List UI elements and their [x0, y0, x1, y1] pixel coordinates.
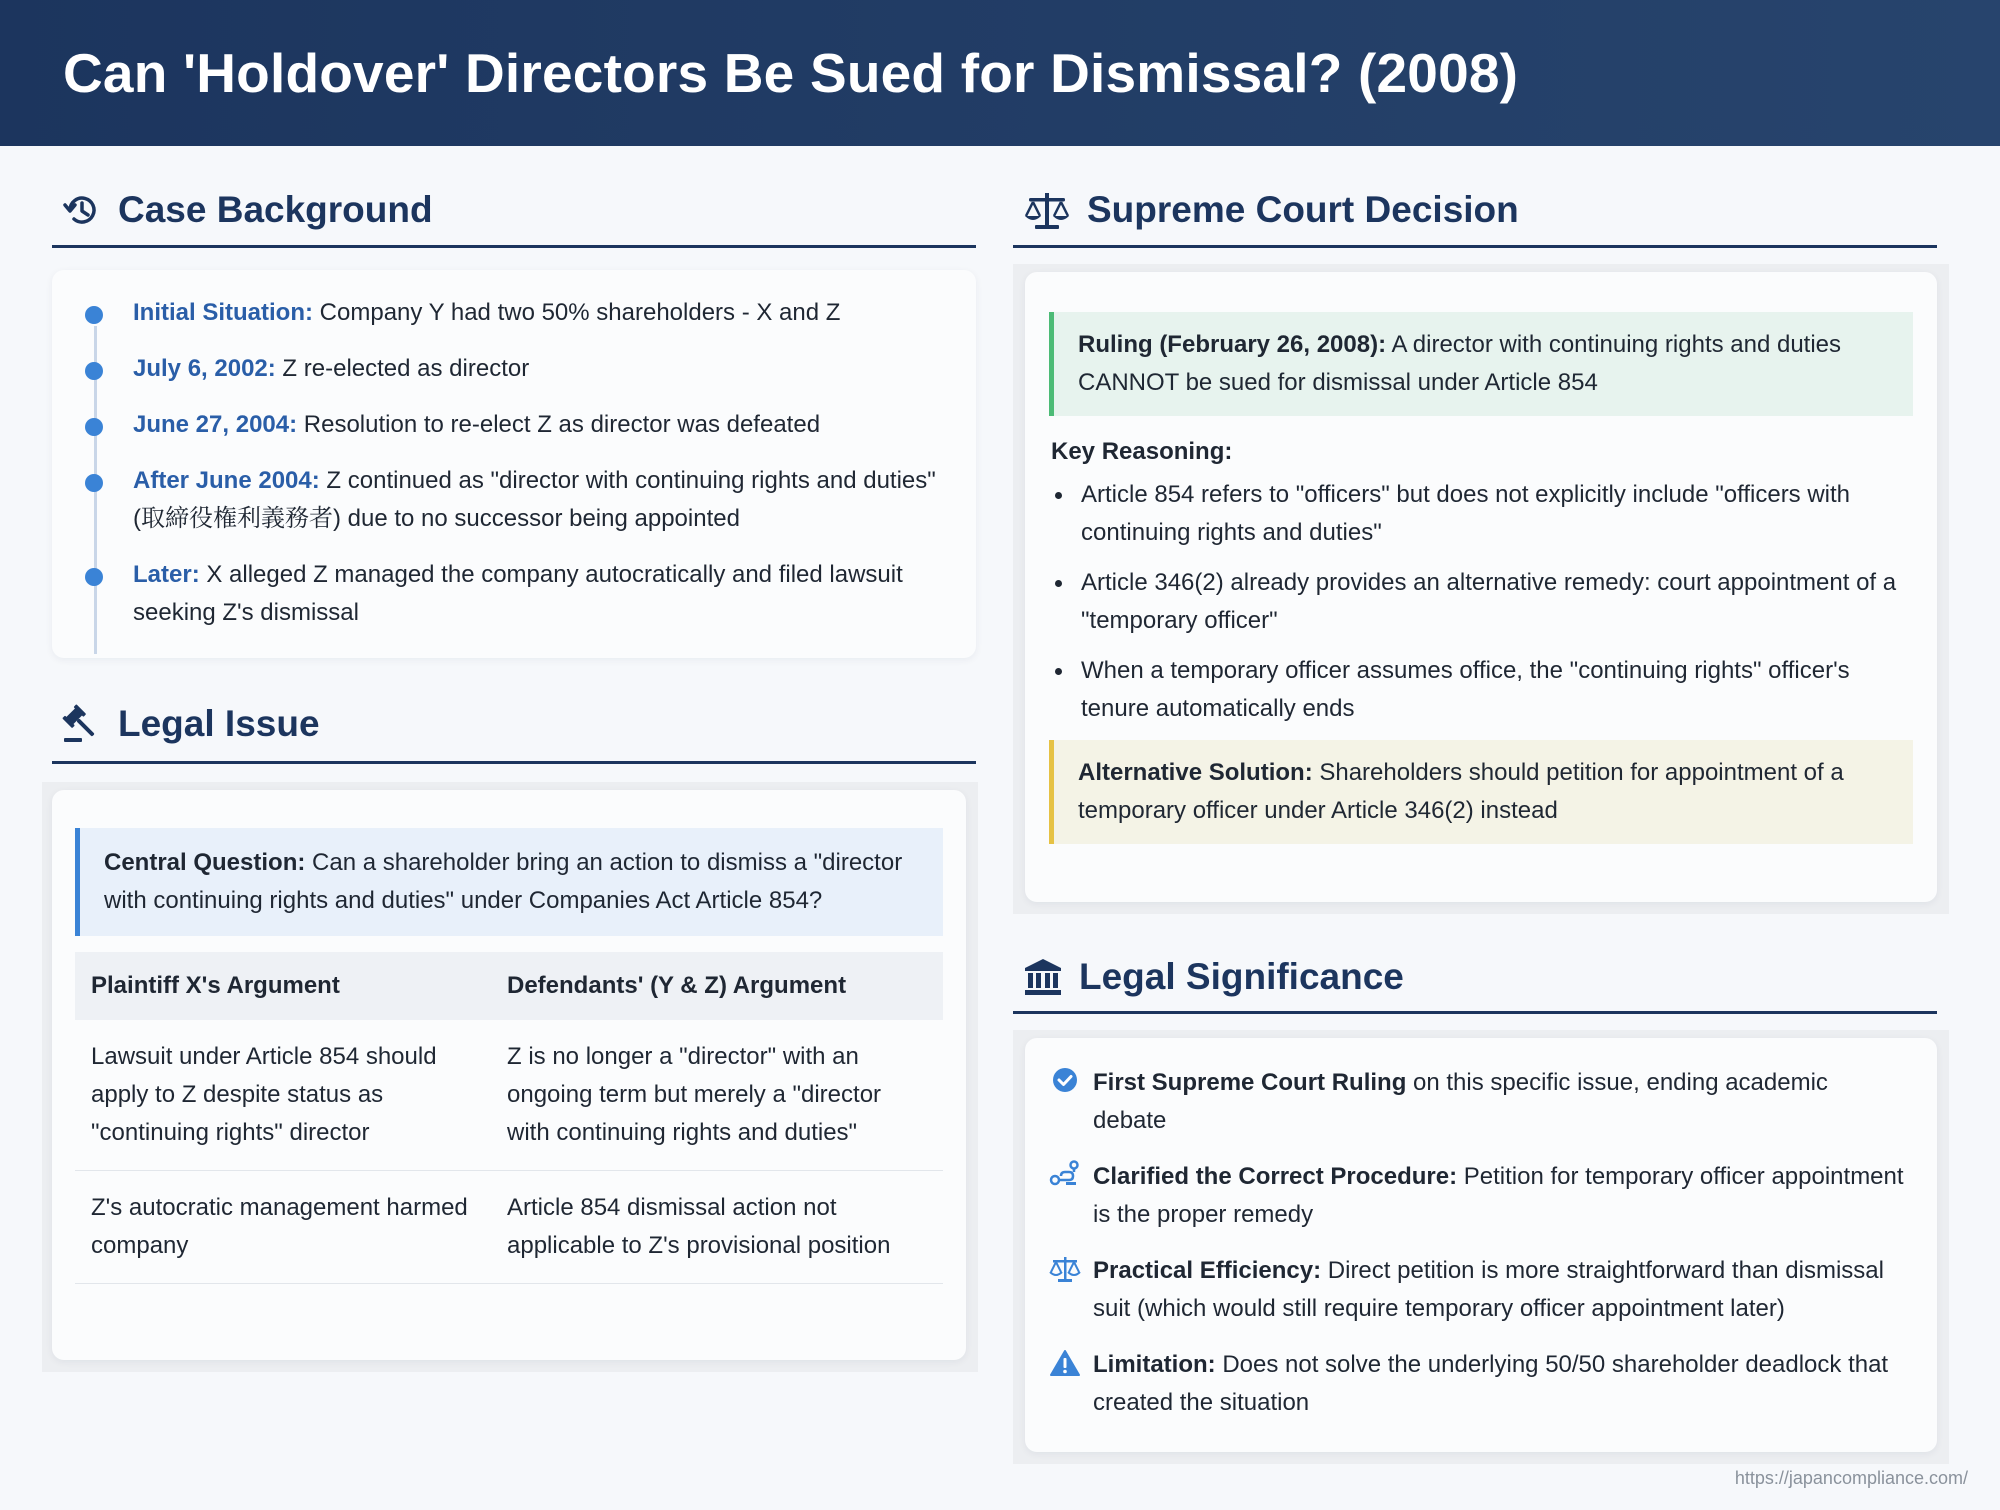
page-header — [0, 0, 2000, 146]
central-question-text: Can a shareholder bring an action to dismiss a "director with continuing rights and duties" under Companies Act Article 854? — [104, 849, 903, 914]
significance-body: on this specific issue, ending academic debate — [1093, 1069, 1828, 1134]
timeline-date: Later: — [133, 561, 200, 588]
timeline-text: Resolution to re-elect Z as director was defeated — [297, 411, 821, 438]
significance-body: Does not solve the underlying 50/50 shareholder deadlock that created the situation — [1093, 1351, 1889, 1416]
timeline-dot — [85, 568, 103, 586]
timeline-date: After June 2004: — [133, 467, 320, 494]
plaintiff-column-header: Plaintiff X's Argument — [75, 952, 491, 1020]
gavel-icon — [62, 704, 102, 744]
significance-card — [1025, 1038, 1937, 1452]
timeline-date: June 27, 2004: — [133, 411, 298, 438]
timeline-date: Initial Situation: — [133, 299, 313, 326]
table-cell: Z's autocratic management harmed company — [75, 1171, 491, 1284]
timeline-card — [52, 270, 976, 658]
decision-title: Supreme Court Decision — [1087, 188, 1519, 230]
legal-issue-title: Legal Issue — [118, 702, 320, 744]
case-background-title: Case Background — [118, 188, 433, 230]
timeline-dot — [85, 362, 103, 380]
table-header-row — [75, 952, 943, 1020]
key-reasoning-title: Key Reasoning: — [1051, 438, 1233, 465]
significance-title: Legal Significance — [1079, 955, 1404, 997]
legal-issue-card — [52, 790, 966, 1360]
timeline-dot — [85, 474, 103, 492]
page-title: Can 'Holdover' Directors Be Sued for Dismissal? (2008) — [63, 42, 1519, 104]
list-item: Article 346(2) already provides an alternative remedy: court appointment of a "temporary officer" — [1049, 564, 1913, 640]
central-question-box — [75, 828, 943, 936]
significance-panel — [1013, 1030, 1949, 1464]
legal-issue-panel — [42, 782, 978, 1372]
timeline-item — [76, 462, 946, 538]
ruling-label: Ruling (February 26, 2008): — [1078, 331, 1387, 358]
list-item: Article 854 refers to "officers" but does not explicitly include "officers with continuing rights and duties" — [1049, 476, 1913, 552]
check-circle-icon — [1049, 1066, 1081, 1098]
source-url: https://japancompliance.com/ — [1734, 1468, 1968, 1488]
timeline-text: X alleged Z managed the company autocratically and filed lawsuit seeking Z's dismissal — [133, 561, 903, 626]
right-column — [1013, 146, 1949, 1464]
table-cell: Lawsuit under Article 854 should apply to Z despite status as "continuing rights" director — [75, 1020, 491, 1171]
significance-text — [1093, 1158, 1907, 1234]
timeline-item — [76, 556, 946, 632]
alternative-solution-text: Shareholders should petition for appointment of a temporary officer under Article 346(2) instead — [1078, 759, 1844, 824]
decision-card — [1025, 272, 1937, 902]
scales-small-icon — [1049, 1254, 1081, 1286]
central-question-label: Central Question: — [104, 849, 306, 876]
decision-header — [1013, 146, 1937, 248]
decision-panel — [1013, 264, 1949, 914]
timeline-date: July 6, 2002: — [133, 355, 276, 382]
timeline-text: Company Y had two 50% shareholders - X and Z — [313, 299, 841, 326]
ruling-text: A director with continuing rights and duties CANNOT be sued for dismissal under Article 854 — [1078, 331, 1842, 396]
timeline-dot — [85, 306, 103, 324]
timeline-text: Z re-elected as director — [275, 355, 530, 382]
alternative-solution-label: Alternative Solution: — [1078, 759, 1313, 786]
significance-label: Practical Efficiency: — [1093, 1257, 1322, 1284]
ruling-box — [1049, 312, 1913, 416]
warning-icon — [1049, 1348, 1081, 1380]
significance-item — [1049, 1064, 1907, 1140]
alternative-solution-box — [1049, 740, 1913, 844]
significance-text — [1093, 1064, 1907, 1140]
significance-text — [1093, 1252, 1907, 1328]
significance-body: Direct petition is more straightforward than dismissal suit (which would still require temporary officer appointment later) — [1093, 1257, 1884, 1322]
significance-label: Limitation: — [1093, 1351, 1216, 1378]
arguments-table — [75, 952, 943, 1284]
table-cell: Article 854 dismissal action not applicable to Z's provisional position — [491, 1171, 943, 1284]
legal-issue-header — [52, 658, 976, 764]
timeline-text: Z continued as "director with continuing rights and duties" (取締役権利義務者) due to no successor being appointed — [133, 467, 936, 532]
defendants-column-header: Defendants' (Y & Z) Argument — [491, 952, 943, 1020]
table-cell: Z is no longer a "director" with an ongoing term but merely a "director with continuing rights and duties" — [491, 1020, 943, 1171]
timeline-dot — [85, 418, 103, 436]
significance-label: First Supreme Court Ruling — [1093, 1069, 1407, 1096]
table-row — [75, 1171, 943, 1284]
significance-item — [1049, 1346, 1907, 1422]
timeline-item — [76, 406, 946, 444]
route-icon — [1049, 1160, 1081, 1192]
scales-icon — [1023, 190, 1071, 230]
significance-header — [1013, 914, 1937, 1014]
significance-item — [1049, 1252, 1907, 1328]
case-background-header — [52, 146, 976, 248]
table-row — [75, 1020, 943, 1171]
left-column — [52, 146, 988, 1372]
significance-text — [1093, 1346, 1907, 1422]
landmark-icon — [1023, 957, 1063, 997]
reasoning-list — [1049, 476, 1913, 728]
significance-body: Petition for temporary officer appointment is the proper remedy — [1093, 1163, 1904, 1228]
significance-label: Clarified the Correct Procedure: — [1093, 1163, 1458, 1190]
timeline-item — [76, 350, 946, 388]
significance-item — [1049, 1158, 1907, 1234]
timeline-item — [76, 294, 946, 332]
list-item: When a temporary officer assumes office, the "continuing rights" officer's tenure automatically ends — [1049, 652, 1913, 728]
history-icon — [62, 190, 102, 230]
